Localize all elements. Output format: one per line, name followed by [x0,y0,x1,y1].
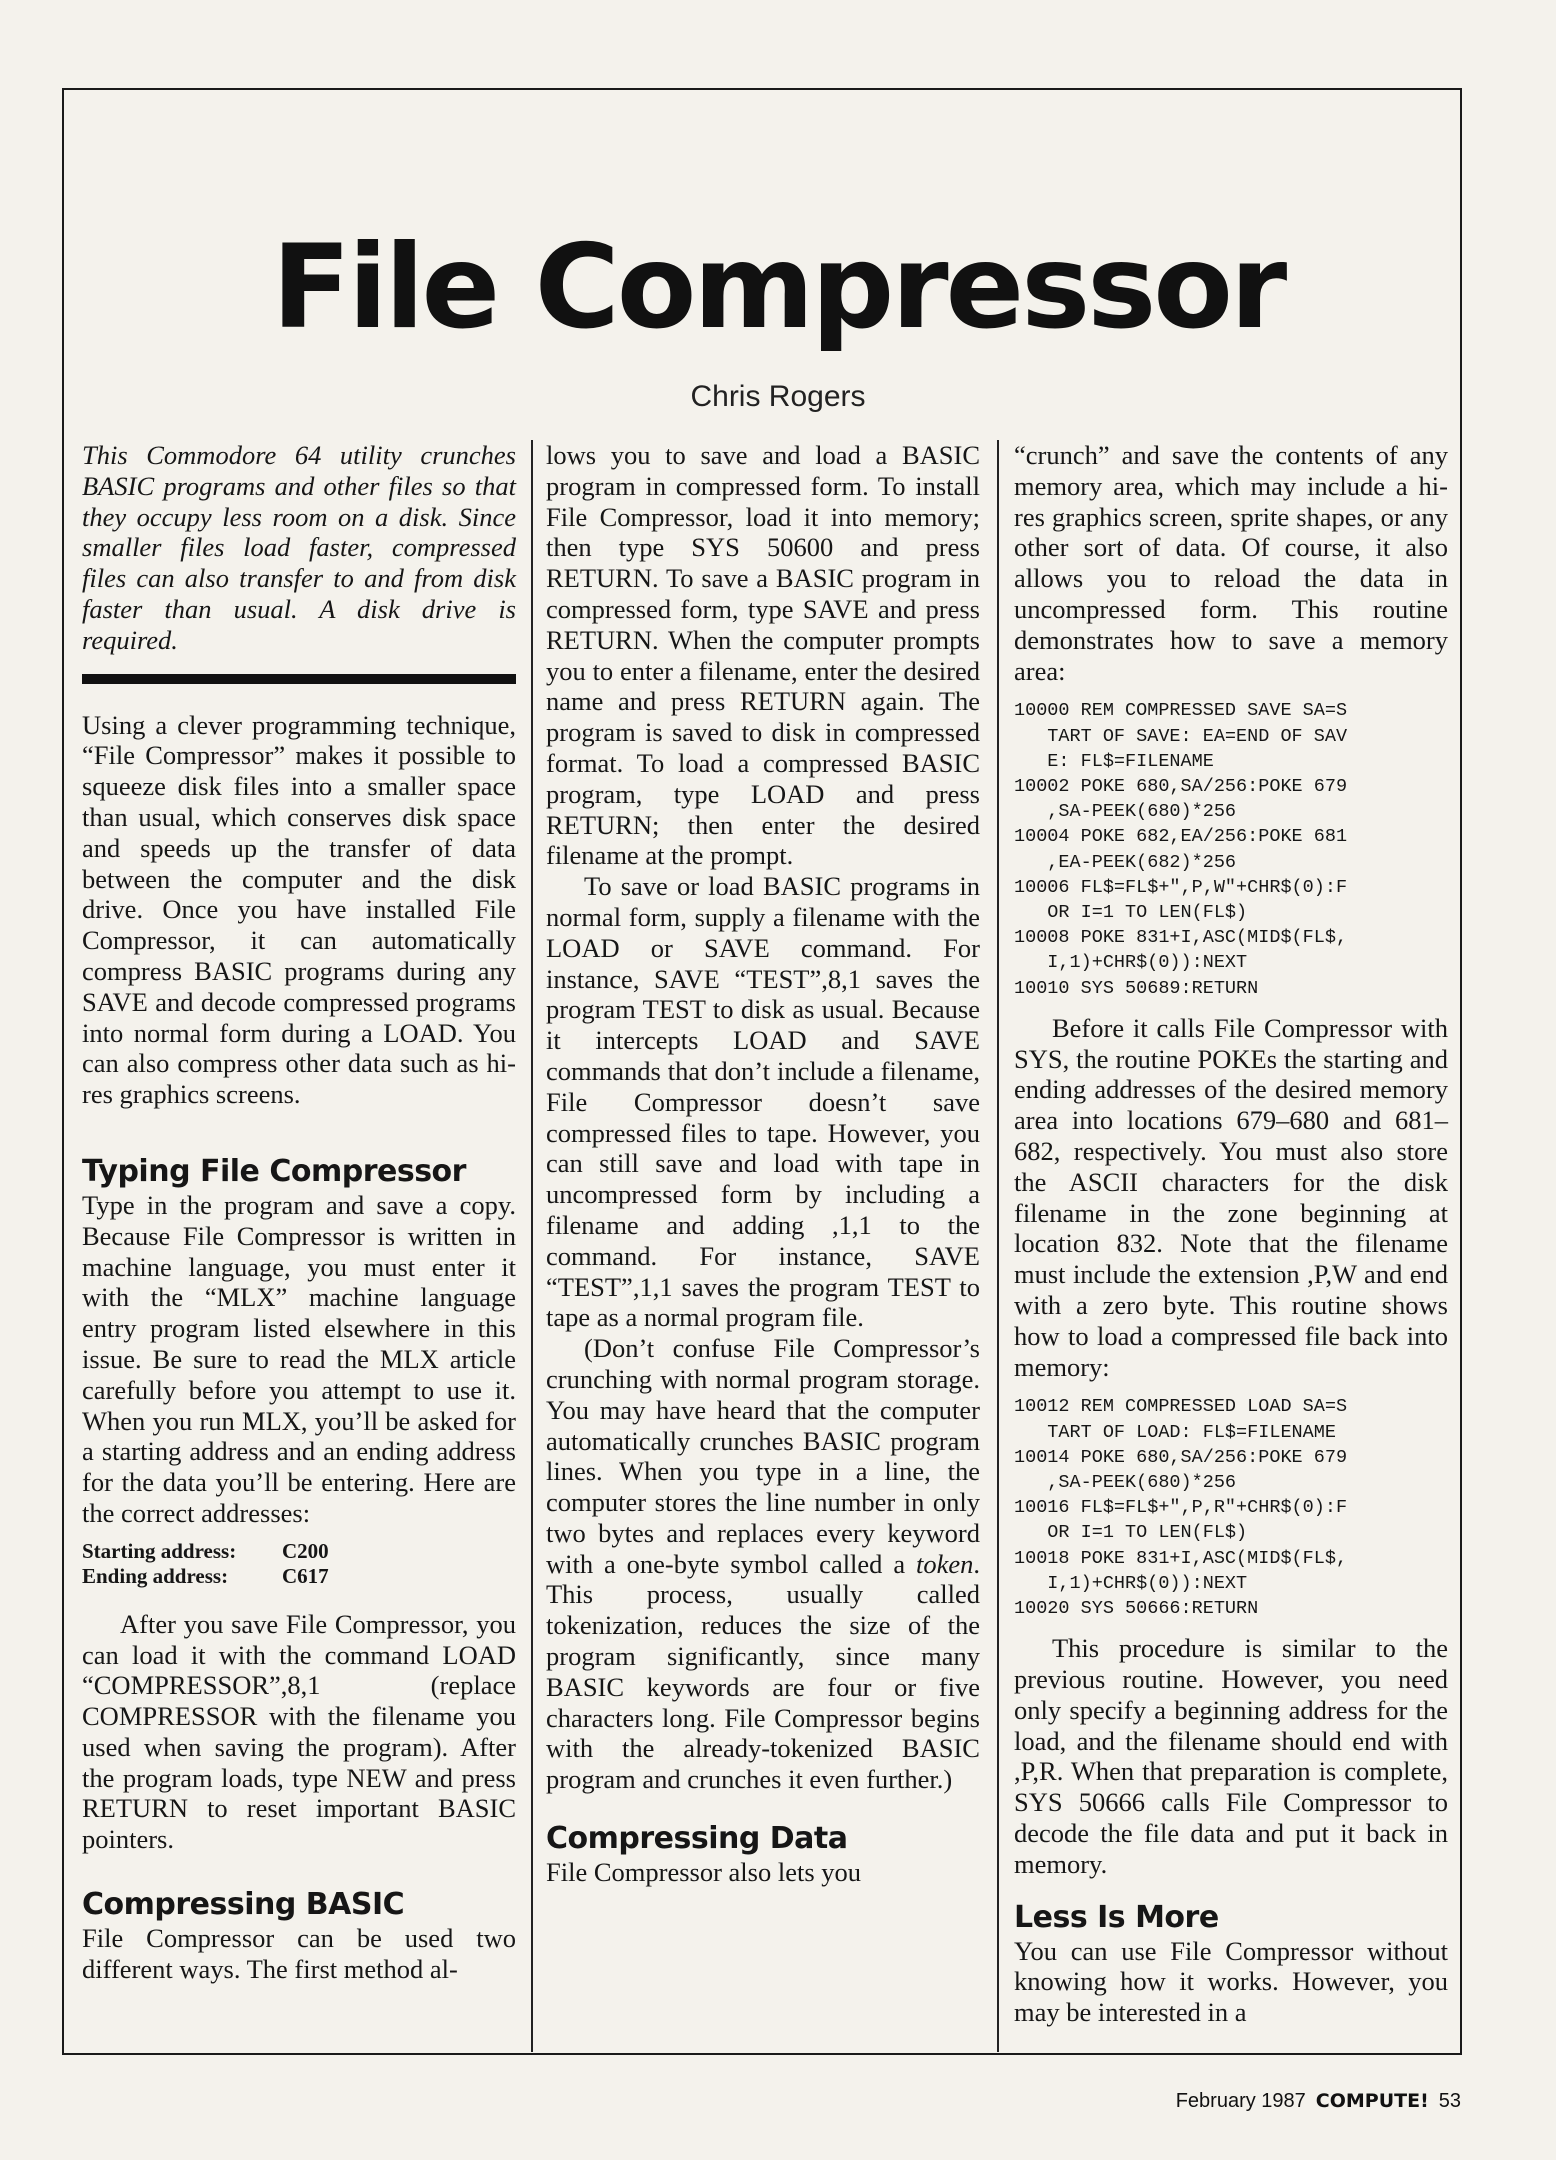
column-1 [82,440,516,1985]
code-listing-load: 10012 REM COMPRESSED LOAD SA=S TART OF LOAD: FL$=FILENAME 10014 POKE 680,SA/256:POKE 679 ,SA-PEEK(680)*256 10016 FL$=FL$+",P,R"+CHR$(0):F OR I=1 TO LEN(FL$) 10018 POKE 831+I,ASC(MID$(FL$, I,1)+CHR$(0)):NEXT 10020 SYS 50666:RETURN [1014,1396,1348,1619]
text-run: . This process, usually called tokenization, reduces the size of the program significantly, since many BASIC keywords are four or five characters long. File Compressor begins with the already-tokenized BASIC program and crunches it even further.) [546,1548,980,1795]
body-paragraph: To save or load BASIC programs in normal form, supply a filename with the LOAD or SAVE command. For instance, SAVE “TEST”,8,1 saves the program TEST to disk as usual. Because it intercepts LOAD and SAVE commands that don’t include a filename, File Compressor doesn’t save compressed files to tape. However, you can still save and load with tape in uncompressed form by including a filename and adding ,1,1 to the command. For instance, SAVE “TEST”,1,1 saves the program TEST to tape as a normal program file. [546,871,980,1333]
column-2 [546,440,980,1888]
article-title: File Compressor [271,220,1285,355]
address-table [82,1539,516,1589]
column-3 [1014,440,1448,2028]
section-heading-typing: Typing File Compressor [82,1153,466,1189]
body-paragraph: Before it calls File Compressor with SYS, the routine POKEs the starting and ending addresses of the desired memory area into locations 679–680 and 681–682, respectively. You must also store the ASCII characters for the disk filename in the zone beginning at location 832. Note that the filename must include the extension ,P,W and end with a zero byte. This routine shows how to load a compressed file back into memory: [1014,1012,1448,1382]
start-address-label: Starting address: [82,1538,237,1563]
column-divider [531,440,533,2052]
issue-date: February 1987 [1175,2090,1306,2112]
start-address-row [82,1539,516,1564]
column-divider [997,440,999,2052]
end-address-value: C617 [282,1563,329,1588]
magazine-name: COMPUTE! [1315,2090,1429,2112]
body-paragraph: After you save File Compressor, you can load it with the command LOAD “COMPRESSOR”,8,1 (replace COMPRESSOR with the filename you used when saving the program). After the program loads, type NEW and press RETURN to reset important BASIC pointers. [82,1608,516,1855]
body-paragraph: File Compressor also lets you [546,1857,862,1888]
section-heading-data: Compressing Data [546,1821,848,1857]
text-run: (Don’t confuse File Compressor’s crunching with normal program storage. You may have heard that the computer automatically crunches BASIC program lines. When you type in a line, the computer stores the line number in only two bytes and replaces every keyword with a one-byte symbol called a [546,1333,980,1579]
page-footer [1176,2090,1461,2113]
page-number: 53 [1438,2090,1461,2112]
body-paragraph: Using a clever programming technique, “File Compressor” makes it possible to squeeze disk files into a smaller space than usual, which conserves disk space and speeds up the transfer of data between the computer and the disk drive. Once you have installed File Compressor, it can automatically compress BASIC programs during any SAVE and decode compressed programs into normal form during a LOAD. You can also compress other data such as hi-res graphics screens. [82,709,516,1110]
intro-divider-bar [82,674,516,684]
body-paragraph: You can use File Compressor without knowing how it works. However, you may be interested in a [1014,1935,1448,2028]
end-address-label: Ending address: [82,1563,229,1588]
intro-blurb: This Commodore 64 utility crunches BASIC programs and other files so that they occupy less room on a disk. Since smaller files load faster, compressed files can also transfer to and from disk faster than usual. A disk drive is required. [82,440,516,655]
start-address-value: C200 [282,1538,329,1563]
end-address-row [82,1564,516,1589]
body-paragraph: Type in the program and save a copy. Because File Compressor is written in machine language, you must enter it with the “MLX” machine language entry program listed elsewhere in this issue. Be sure to read the MLX article carefully before you attempt to use it. When you run MLX, you’ll be asked for a starting address and an ending address for the data you’ll be entering. Here are the correct addresses: [82,1189,516,1528]
emphasis-token: token [915,1548,974,1579]
body-paragraph: lows you to save and load a BASIC program in compressed form. To install File Compressor, load it into memory; then type SYS 50600 and press RETURN. To save a BASIC program in compressed form, type SAVE and press RETURN. When the computer prompts you to enter a filename, enter the desired name and press RETURN again. The program is saved to disk in compressed format. To load a compressed BASIC program, type LOAD and press RETURN; then enter the desired filename at the prompt. [546,440,980,871]
author-byline: Chris Rogers [690,380,866,413]
body-paragraph [546,1333,980,1795]
code-listing-save: 10000 REM COMPRESSED SAVE SA=S TART OF SAVE: EA=END OF SAV E: FL$=FILENAME 10002 POKE 680,SA/256:POKE 679 ,SA-PEEK(680)*256 10004 POKE 682,EA/256:POKE 681 ,EA-PEEK(682)*256 10006 FL$=FL$+",P,W"+CHR$(0):F OR I=1 TO LEN(FL$) 10008 POKE 831+I,ASC(MID$(FL$, I,1)+CHR$(0)):NEXT 10010 SYS 50689:RETURN [1014,700,1348,999]
body-paragraph: This procedure is similar to the previous routine. However, you need only specify a beginning address for the load, and the filename should end with ,P,R. When that preparation is complete, SYS 50666 calls File Compressor to decode the file data and put it back in memory. [1014,1633,1448,1879]
section-heading-less: Less Is More [1014,1899,1219,1935]
body-paragraph: “crunch” and save the contents of any memory area, which may include a hi-res graphics screen, sprite shapes, or any other sort of data. Of course, it also allows you to reload the data in uncompressed form. This routine demonstrates how to save a memory area: [1014,440,1448,686]
section-heading-basic: Compressing BASIC [82,1887,405,1923]
body-paragraph: File Compressor can be used two different ways. The first method al- [82,1923,516,1984]
